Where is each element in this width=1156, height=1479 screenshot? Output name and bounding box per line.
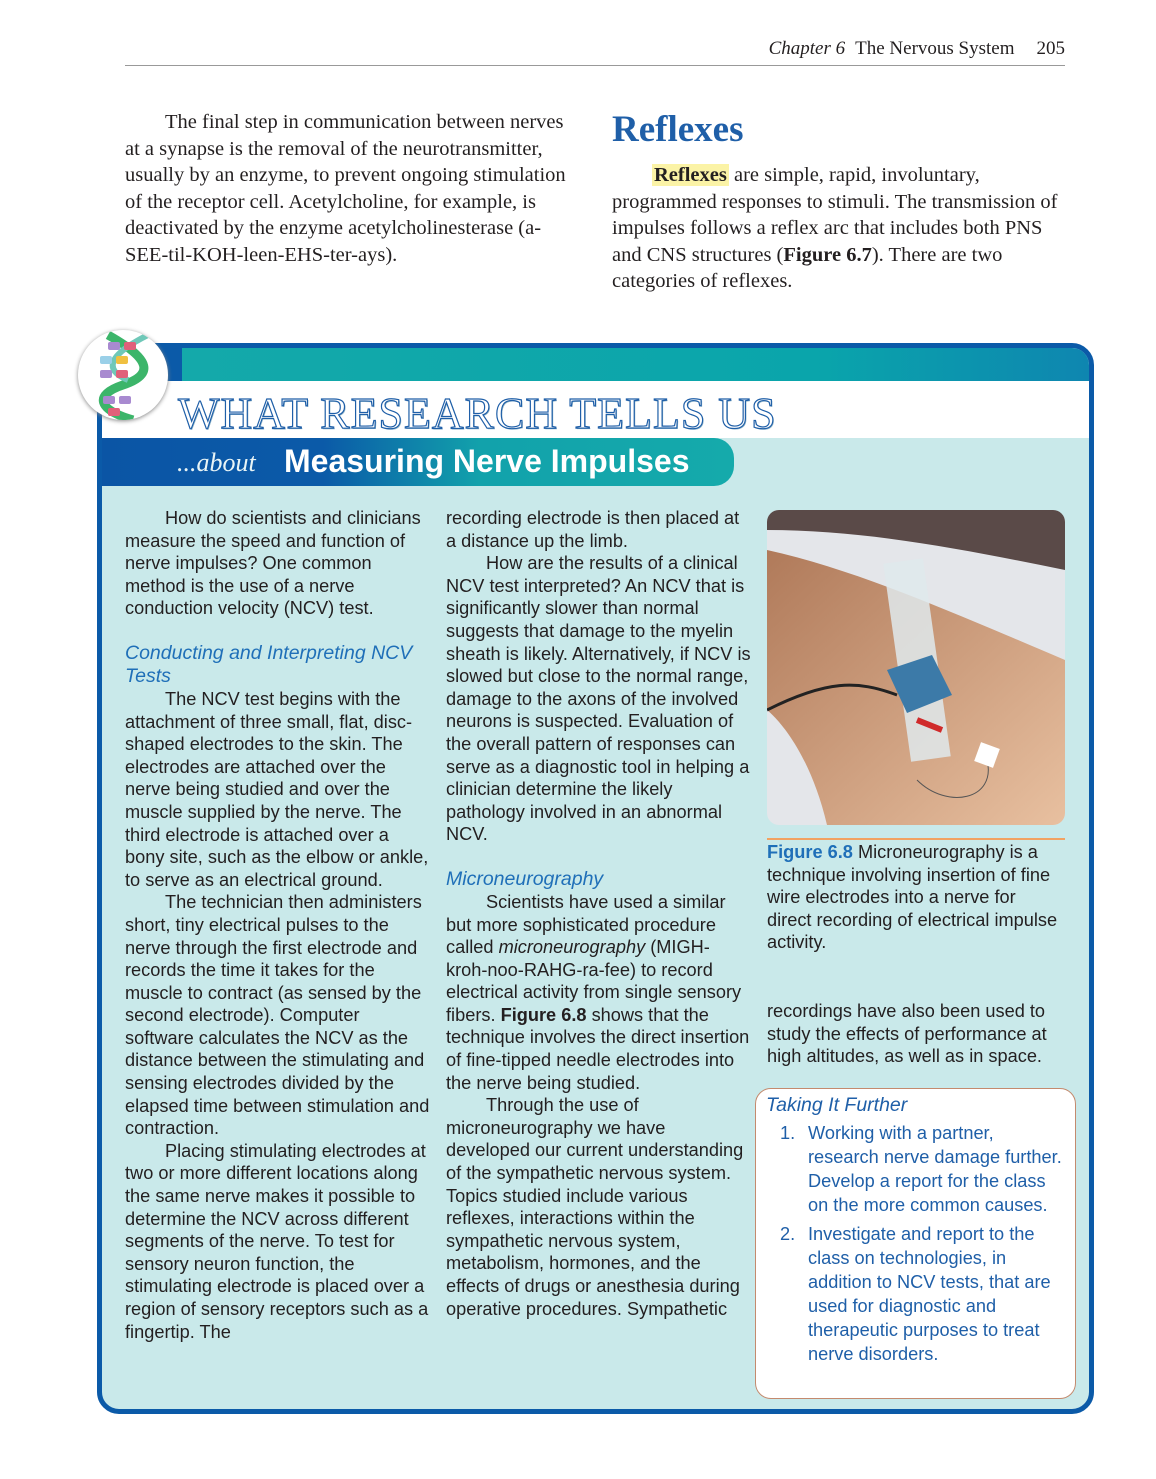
feature-column-2 <box>446 507 751 1320</box>
page-number: 205 <box>1036 38 1065 59</box>
feature-column-3 <box>767 1000 1067 1068</box>
teal-band <box>182 348 1089 381</box>
section-heading: Reflexes <box>612 109 744 150</box>
dna-icon <box>78 330 168 420</box>
paragraph <box>446 891 751 1094</box>
subheading-microneurography: Microneurography <box>446 867 604 890</box>
text: Scientists have used a similar but more sophisticated procedure called <box>446 891 726 958</box>
further-title: Taking It Further <box>766 1094 908 1116</box>
about-label: ...about <box>177 448 256 477</box>
paragraph: The technician then administers short, tiny electrical pulses to the nerve through the first electrode and records the time it takes for the muscle to contract (as sensed by the second electrode). Computer software calculates the NCV as the distance between the stimulating and sensing electrodes divided by the elapsed time between stimulation and contraction. <box>125 892 430 1139</box>
paragraph: Through the use of microneurography we have developed our current understanding of the sympathetic nervous system. Topics studied include various reflexes, interactions within the sympathetic nervous system, metabolism, hormones, and the effects of drugs or anesthesia during operative procedures. Sympathetic <box>446 1095 744 1319</box>
subtitle-strip <box>102 438 734 486</box>
paragraph: recording electrode is then placed at a distance up the limb. <box>446 508 740 551</box>
text: ). There are two categories of reflexes. <box>612 243 1003 292</box>
figure-label: Figure 6.8 <box>767 842 853 862</box>
intro-paragraph: How do scientists and clinicians measure the speed and function of nerve impulses? One common method is the use of a nerve conduction velocity (NCV) test. <box>125 508 421 619</box>
feature-title: WHAT RESEARCH TELLS US <box>178 389 777 438</box>
key-term: Reflexes <box>654 164 727 186</box>
figure-photo <box>767 510 1065 825</box>
key-term: microneurography <box>498 937 646 958</box>
item-text: Investigate and report to the class on technologies, in addition to NCV tests, that are used for diagnostic and therapeutic purposes to treat nerve disorders. <box>808 1224 1051 1364</box>
reflexes-paragraph <box>612 162 1068 295</box>
list-item <box>766 1222 1065 1366</box>
item-text: Working with a partner, research nerve damage further. Develop a report for the class on the more common causes. <box>808 1123 1062 1215</box>
subheading-ncv: Conducting and Interpreting NCV Tests <box>125 641 413 687</box>
caption-text: Microneurography is a technique involving insertion of fine wire electrodes into a nerve for direct recording of electrical impulse activity. <box>767 842 1058 953</box>
chapter-title: The Nervous System <box>855 38 1015 59</box>
running-head <box>769 38 1065 60</box>
header-rule <box>125 65 1065 66</box>
synapse-paragraph: The final step in communication between nerves at a synapse is the removal of the neurotransmitter, usually by an enzyme, to prevent ongoing stimulation of the receptor cell. Acetylcholine, for example, is deactivated by the enzyme acetylcholinesterase (a-SEE-til-KOH-leen-EHS-ter-ays). <box>125 111 566 266</box>
paragraph: recordings have also been used to study the effects of performance at high altitudes, as well as in space. <box>767 1001 1047 1067</box>
feature-subtitle: Measuring Nerve Impulses <box>284 443 690 479</box>
item-number: 2. <box>780 1224 796 1244</box>
paragraph: How are the results of a clinical NCV test interpreted? An NCV that is significantly slower than normal suggests that damage to the myelin sheath is likely. Alternatively, if NCV is slowed but close to the normal range, damage to the axons of the involved neurons is suspected. Evaluation of the overall pattern of responses can serve as a diagnostic tool in helping a clinician determine the likely pathology involved in an abnormal NCV. <box>446 553 751 845</box>
text: (MIGH-kroh-noo-RAHG-ra-fee) to record electrical activity from single sensory fibers. <box>446 937 742 1025</box>
paragraph: Placing stimulating electrodes at two or more different locations along the same nerve makes it possible to determine the NCV across different segments of the nerve. To test for sensory neuron function, the stimulating electrode is placed over a region of sensory receptors such as a fingertip. The <box>125 1140 429 1342</box>
figure-reference[interactable]: Figure 6.8 <box>500 1004 587 1025</box>
text: shows that the technique involves the direct insertion of fine-tipped needle electrodes into the nerve being studied. <box>446 1004 750 1093</box>
paragraph: The NCV test begins with the attachment of three small, flat, disc-shaped electrodes to the skin. The electrodes are attached over the nerve being studied and over the muscle supplied by the nerve. The third electrode is attached over a bony site, such as the elbow or ankle, to serve as an electrical ground. <box>125 688 429 890</box>
left-column <box>125 109 575 268</box>
figure-reference[interactable]: Figure 6.7 <box>783 243 872 266</box>
figure-caption <box>767 841 1065 954</box>
item-number: 1. <box>780 1123 796 1143</box>
caption-rule <box>767 838 1065 840</box>
text: are simple, rapid, involuntary, programmed responses to stimuli. The transmission of impulses follows a reflex arc that includes both PNS and CNS structures ( <box>612 164 1058 266</box>
list-item <box>766 1121 1065 1217</box>
taking-it-further-box <box>755 1088 1076 1399</box>
chapter-label: Chapter 6 <box>768 38 846 59</box>
reflexes-section <box>612 108 1068 295</box>
feature-column-1 <box>125 507 430 1343</box>
